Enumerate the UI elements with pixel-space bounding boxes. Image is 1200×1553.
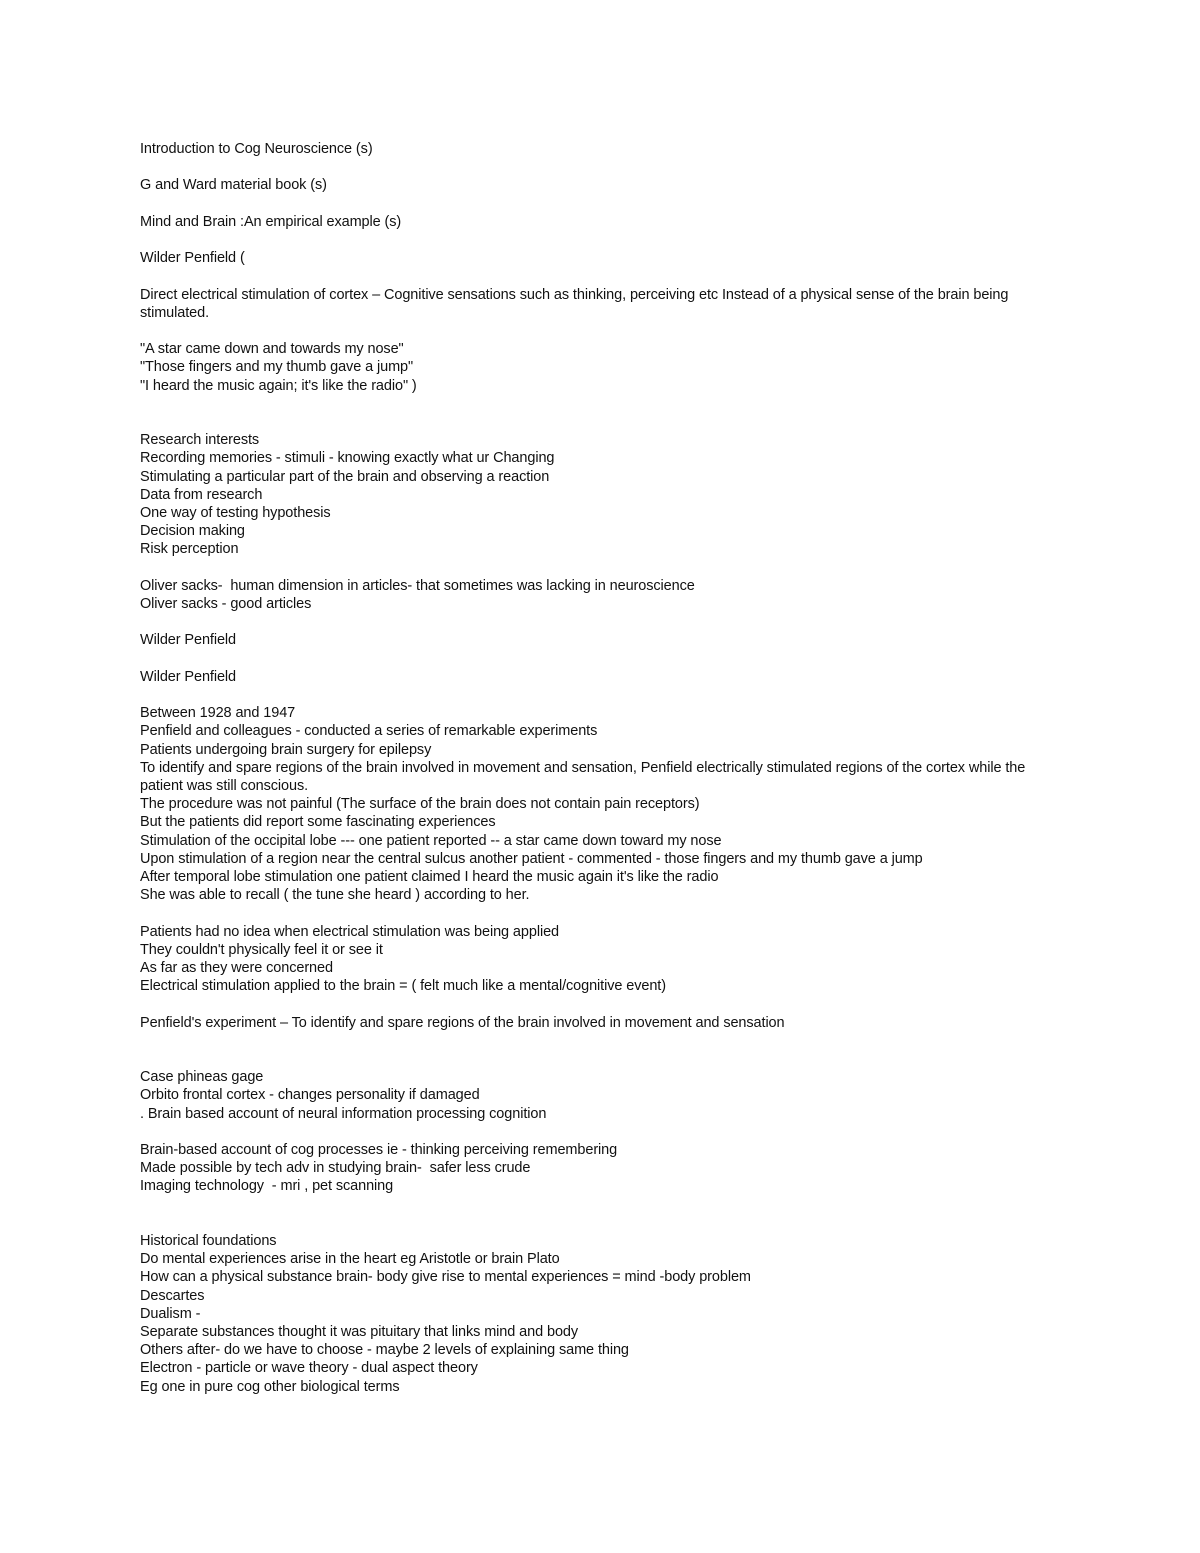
text-block <box>140 1068 1060 1123</box>
text-block <box>140 249 1060 267</box>
text-line: Electrical stimulation applied to the brain = ( felt much like a mental/cognitive event) <box>140 978 666 995</box>
text-line: "A star came down and towards my nose" <box>140 341 404 358</box>
text-line: They couldn't physically feel it or see it <box>140 941 383 958</box>
text-line: To identify and spare regions of the brain involved in movement and sensation, Penfield electrically stimulated regions of the cortex while the patient was still conscious. <box>140 759 1030 794</box>
text-line: Oliver sacks- human dimension in articles- that sometimes was lacking in neuroscience <box>140 577 695 594</box>
text-block <box>140 1232 1060 1396</box>
text-block <box>140 704 1060 904</box>
text-line: "Those fingers and my thumb gave a jump" <box>140 359 414 376</box>
text-line: Oliver sacks - good articles <box>140 595 312 612</box>
text-line: Penfield and colleagues - conducted a series of remarkable experiments <box>140 723 598 740</box>
text-line: Upon stimulation of a region near the central sulcus another patient - commented - those fingers and my thumb gave a jump <box>140 850 923 867</box>
text-line: "I heard the music again; it's like the radio" ) <box>140 377 417 394</box>
text-line: Eg one in pure cog other biological terms <box>140 1378 400 1395</box>
text-line: Wilder Penfield <box>140 668 237 685</box>
text-line: G and Ward material book (s) <box>140 177 327 194</box>
text-line: She was able to recall ( the tune she heard ) according to her. <box>140 887 530 904</box>
text-line: Patients had no idea when electrical stimulation was being applied <box>140 923 559 940</box>
text-line: After temporal lobe stimulation one patient claimed I heard the music again it's like the radio <box>140 868 719 885</box>
text-block <box>140 340 1060 395</box>
text-block <box>140 923 1060 996</box>
text-line: Direct electrical stimulation of cortex – Cognitive sensations such as thinking, perceiving etc Instead of a physical sense of the brain being stimulated. <box>140 286 1013 321</box>
text-line: Case phineas gage <box>140 1069 264 1086</box>
text-line: Stimulating a particular part of the brain and observing a reaction <box>140 468 550 485</box>
text-line: Separate substances thought it was pituitary that links mind and body <box>140 1323 579 1340</box>
text-line: Dualism - <box>140 1305 201 1322</box>
text-block <box>140 1014 1060 1032</box>
text-line: Mind and Brain :An empirical example (s) <box>140 213 402 230</box>
text-block <box>140 140 1060 158</box>
text-line: Wilder Penfield <box>140 632 237 649</box>
text-block <box>140 286 1060 322</box>
text-line: Others after- do we have to choose - maybe 2 levels of explaining same thing <box>140 1342 629 1359</box>
text-line: Between 1928 and 1947 <box>140 705 296 722</box>
text-line: . Brain based account of neural information processing cognition <box>140 1105 547 1122</box>
text-line: Historical foundations <box>140 1232 277 1249</box>
text-line: As far as they were concerned <box>140 959 333 976</box>
text-block <box>140 213 1060 231</box>
text-line: Research interests <box>140 432 260 449</box>
text-line: Data from research <box>140 486 263 503</box>
text-line: Patients undergoing brain surgery for epilepsy <box>140 741 432 758</box>
text-line: Imaging technology - mri , pet scanning <box>140 1178 394 1195</box>
text-block <box>140 631 1060 649</box>
text-line: One way of testing hypothesis <box>140 504 331 521</box>
text-line: Stimulation of the occipital lobe --- one patient reported -- a star came down toward my nose <box>140 832 722 849</box>
text-line: The procedure was not painful (The surface of the brain does not contain pain receptors) <box>140 796 700 813</box>
text-block <box>140 176 1060 194</box>
text-line: How can a physical substance brain- body give rise to mental experiences = mind -body problem <box>140 1269 751 1286</box>
text-line: Decision making <box>140 523 245 540</box>
text-block <box>140 431 1060 558</box>
text-line: Electron - particle or wave theory - dual aspect theory <box>140 1360 478 1377</box>
text-block <box>140 577 1060 613</box>
text-line: Do mental experiences arise in the heart eg Aristotle or brain Plato <box>140 1251 560 1268</box>
text-line: Introduction to Cog Neuroscience (s) <box>140 141 373 157</box>
text-line: Wilder Penfield ( <box>140 250 245 267</box>
text-line: Penfield's experiment – To identify and spare regions of the brain involved in movement and sensation <box>140 1014 785 1031</box>
text-line: Orbito frontal cortex - changes personality if damaged <box>140 1087 480 1104</box>
text-block <box>140 668 1060 686</box>
text-line: Risk perception <box>140 541 239 558</box>
document-page <box>140 140 1060 1396</box>
text-line: Recording memories - stimuli - knowing exactly what ur Changing <box>140 450 555 467</box>
text-line: But the patients did report some fascinating experiences <box>140 814 496 831</box>
text-block <box>140 1141 1060 1196</box>
text-line: Made possible by tech adv in studying brain- safer less crude <box>140 1160 531 1177</box>
text-line: Descartes <box>140 1287 205 1304</box>
text-line: Brain-based account of cog processes ie - thinking perceiving remembering <box>140 1141 618 1158</box>
